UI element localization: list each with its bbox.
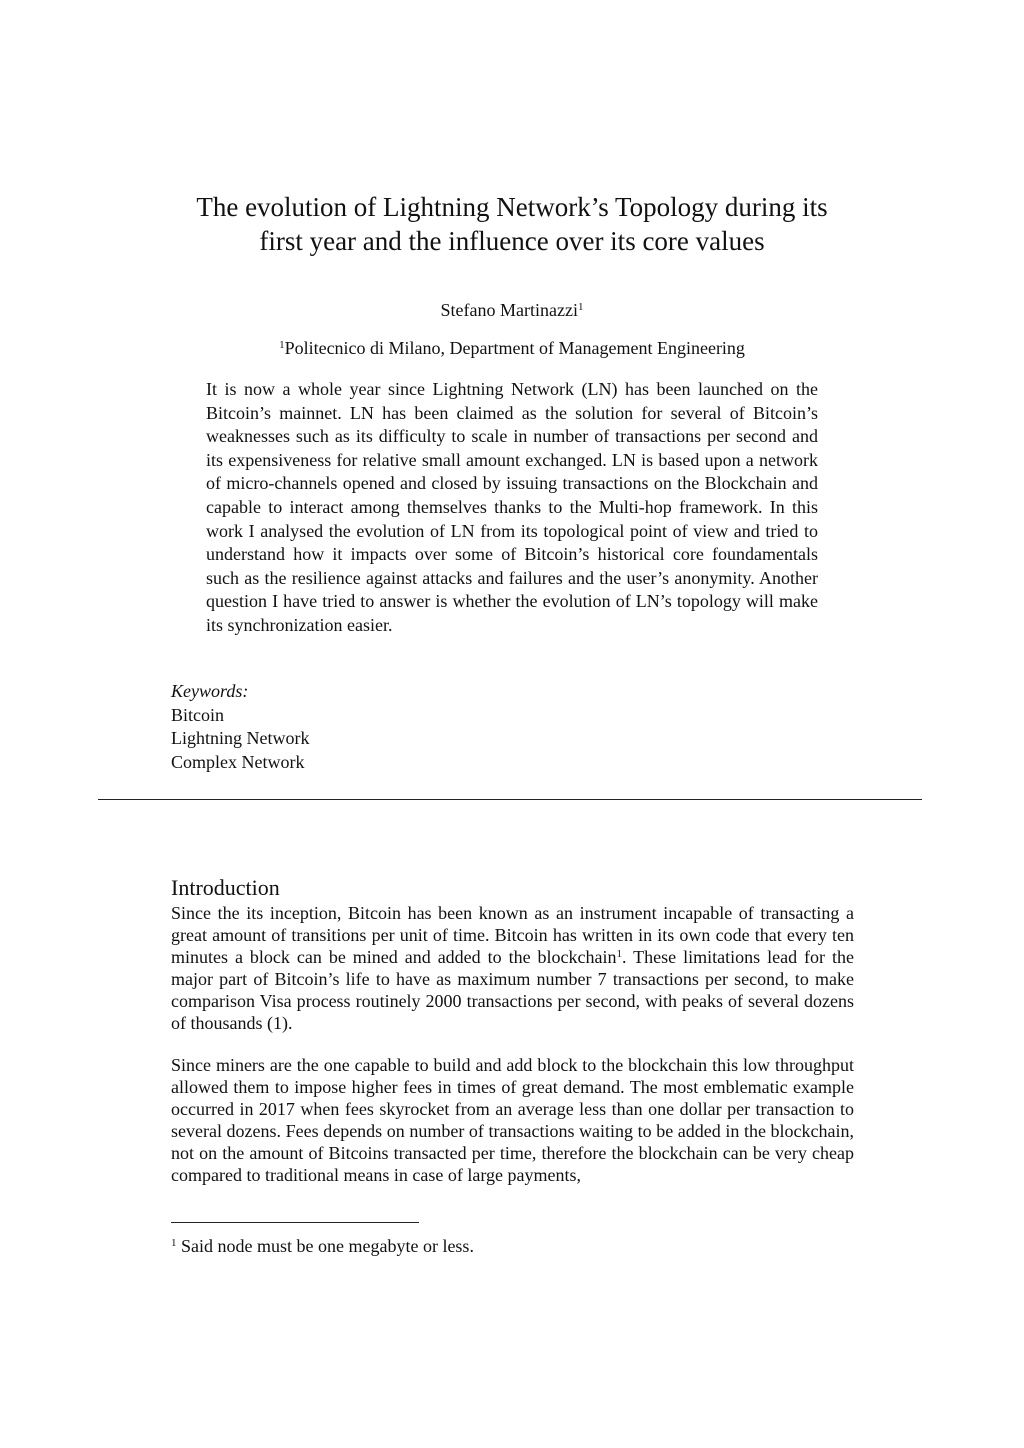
introduction-paragraph-1-text-a: Since the its inception, Bitcoin has been known as an instrument incapable of transacting a great amount of transitions per unit of time. Bitcoin has written in its own code that every ten minutes a block can be mined and added to the blockchain (171, 903, 854, 967)
author-name: Stefano Martinazzi (440, 300, 578, 320)
author-affiliation-marker: 1 (577, 301, 584, 313)
footnote-marker: 1 (171, 1237, 177, 1249)
footnote-reference[interactable]: 1 (616, 948, 623, 960)
section-divider (98, 799, 922, 800)
footnote-divider (171, 1222, 419, 1223)
title-line-2: first year and the influence over its core values (259, 226, 765, 256)
author-line (0, 298, 1024, 322)
affiliation-line (0, 336, 1024, 360)
paper-title (140, 190, 884, 258)
keyword-item: Complex Network (171, 751, 305, 772)
keywords-block (171, 680, 309, 774)
abstract: It is now a whole year since Lightning Network (LN) has been launched on the Bitcoin’s mainnet. LN has been claimed as the solution for several of Bitcoin’s weaknesses such as its difficulty to scale in number of transactions per second and its expensiveness for relative small amount exchanged. LN is based upon a network of micro-channels opened and closed by issuing transactions on the Blockchain and capable to interact among themselves thanks to the Multi-hop framework. In this work I analysed the evolution of LN from its topological point of view and tried to understand how it impacts over some of Bitcoin’s historical core foundamentals such as the resilience against attacks and failures and the user’s anonymity. Another question I have tried to answer is whether the evolution of LN’s topology will make its synchronization easier. (206, 379, 818, 635)
introduction-paragraph-1-text-b: . These limitations lead for the major part of Bitcoin’s life to have as maximum number 7 transactions per second, to make comparison Visa process routinely 2000 transactions per second, with peaks of several dozens of thousands (1). (171, 947, 854, 1033)
footnote (171, 1234, 474, 1258)
introduction-heading: Introduction (171, 875, 280, 900)
keyword-item: Lightning Network (171, 728, 310, 749)
keywords-label: Keywords: (171, 681, 249, 701)
introduction-paragraph-1 (171, 902, 854, 1034)
introduction-paragraph-2: Since miners are the one capable to build and add block to the blockchain this low throughput allowed them to impose higher fees in times of great demand. The most emblematic example occurred in 2017 when fees skyrocket from an average less than one dollar per transaction to several dozens. Fees depends on number of transactions waiting to be added in the blockchain, not on the amount of Bitcoins transacted per time, therefore the blockchain can be very cheap compared to traditional means in case of large payments, (171, 1055, 854, 1185)
affiliation-marker: 1 (279, 339, 285, 351)
footnote-text: Said node must be one megabyte or less. (176, 1236, 474, 1256)
keyword-item: Bitcoin (171, 704, 224, 725)
title-line-1: The evolution of Lightning Network’s Topology during its (196, 192, 828, 222)
affiliation-text: Politecnico di Milano, Department of Management Engineering (284, 338, 745, 358)
